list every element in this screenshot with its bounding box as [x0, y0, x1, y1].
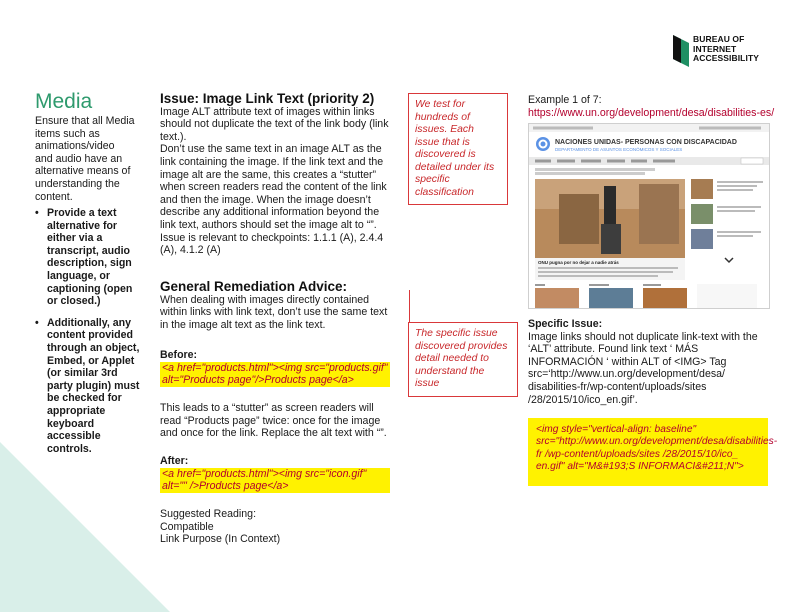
website-thumbnail [529, 124, 769, 308]
specific-code: <img style="vertical-align: baseline" src="http://www.un.org/development/desa/disabilities-fr /wp-content/uploads/sites /28/2015/10/ico_ en.gif" alt="M&#193;S INFORMACI&#211;N"> [528, 418, 768, 486]
logo-line-2: INTERNET [693, 43, 737, 54]
hero-headline: ONU pugna por no dejar a nadie atrás [538, 260, 619, 265]
decorative-triangle [0, 442, 170, 612]
bullet-item: • Provide a text alternative for either via a transcript, audio description, sign language, or captioning (open or closed.) [35, 207, 145, 308]
issue-heading: Issue: Image Link Text (priority 2) [160, 91, 375, 106]
before-section [160, 349, 390, 387]
suggested-reading [160, 508, 390, 546]
logo [673, 35, 759, 67]
example-screenshot [528, 123, 770, 309]
issue-para-1: Image ALT attribute text of images within links should not duplicate the text of the link body (link text.). [160, 105, 389, 143]
specific-heading: Specific Issue: [528, 318, 603, 330]
bullet-list [35, 207, 145, 464]
after-label: After: [160, 455, 189, 467]
issue-section [160, 93, 390, 257]
reading-label: Suggested Reading: [160, 508, 257, 520]
logo-line-1: BUREAU OF [693, 34, 745, 44]
before-label: Before: [160, 349, 198, 361]
after-code: <a href="products.html"><img src="icon.gif" alt="" />Products page</a> [160, 468, 390, 493]
after-section [160, 455, 390, 493]
callout-bottom: The specific issue discovered provides detail needed to understand the issue [408, 322, 518, 397]
example-title: Example 1 of 7: [528, 94, 602, 106]
bullet-item: • Additionally, any content provided through an object, Embed, or Applet (or similar 3rd party plugin) must be checked for appropriate keyboard accessible controls. [35, 317, 145, 456]
logo-line-3: ACCESSIBILITY [693, 53, 760, 63]
section-title: Media [35, 90, 93, 113]
issue-para-2: Don’t use the same text in an image ALT as the link containing the image. If the link text and the image alt are the same, this creates a “stutter” when screen readers read the content of the link and then the image. When the image doesn’t describe any additional information beyond the link text, authors should set the image alt to “”. Issue is relevant to checkpoints: 1.1.1 (A), 2.4.4 (A), 4.1.2 (A) [160, 143, 387, 257]
example-url[interactable]: https://www.un.org/development/desa/disabilities-es/ [528, 106, 775, 119]
site-subtitle: DEPARTAMENTO DE ASUNTOS ECONÓMICOS Y SOCIALES [555, 147, 683, 152]
site-title: NACIONES UNIDAS- PERSONAS CON DISCAPACIDAD [555, 139, 737, 146]
before-code: <a href="products.html"><img src="products.gif" alt="Products page"/>Products page</a> [160, 362, 390, 387]
logo-mark-icon [673, 35, 689, 67]
remediation-section [160, 281, 390, 331]
section-intro: Ensure that all Media items such as animations/video and audio have an alternative means of understanding the content. [35, 115, 135, 203]
callout-top: We test for hundreds of issues. Each issue that is discovered is detailed under its specific classification [408, 93, 508, 205]
remediation-heading: General Remediation Advice: [160, 279, 348, 294]
example-header [528, 94, 788, 119]
stutter-note: This leads to a “stutter” as screen readers will read “Products page” twice: once for the image and once for the link. Replace the alt text with “”. [160, 402, 387, 440]
reading-link-compatible[interactable]: Compatible [160, 520, 214, 533]
specific-text: Image links should not duplicate link-text with the ‘ALT’ attribute. Found link text ‘ MÁS INFORMACIÓN ‘ within ALT of <IMG> Tag src=‘http://www.un.org/development/desa/ disabilities-fr/wp-content/uploads/sites /28/2015/10/ico_en.gif’. [528, 330, 758, 406]
specific-issue [528, 318, 768, 406]
remediation-text: When dealing with images directly contained within links with link text, don’t use the same text in the image alt text as the link text. [160, 293, 388, 331]
reading-link-link-purpose[interactable]: Link Purpose (In Context) [160, 533, 281, 546]
